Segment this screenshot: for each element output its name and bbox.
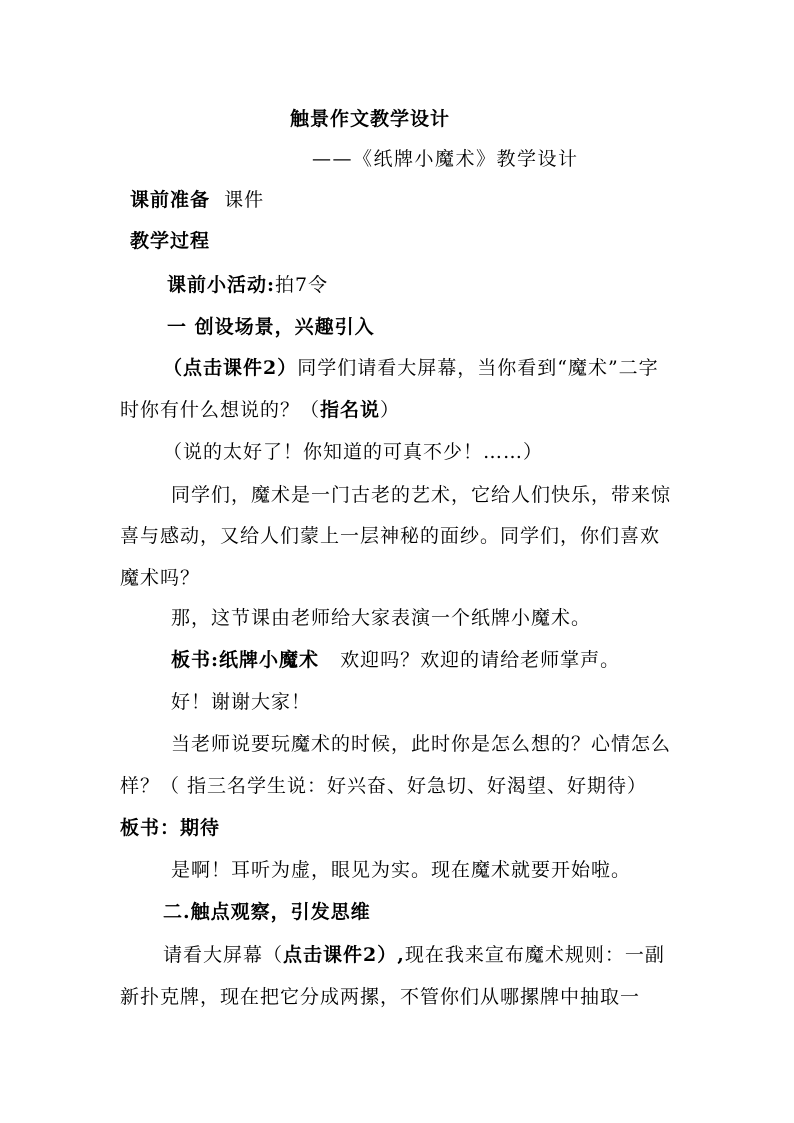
paragraph-8-text-1: 请看大屏幕（ xyxy=(163,944,284,966)
paragraph-3-line-3: 魔术吗？ xyxy=(120,567,201,589)
page-subtitle: ——《纸牌小魔术》教学设计 xyxy=(312,148,579,170)
paragraph-1-bold: （点击课件2） xyxy=(163,357,298,379)
paragraph-8-line-2: 新扑克牌，现在把它分成两摞，不管你们从哪摞牌中抽取一 xyxy=(120,986,641,1008)
paragraph-1-line-2 xyxy=(120,398,400,422)
paragraph-1-line-1 xyxy=(163,356,659,380)
paragraph-6-line-1: 当老师说要玩魔术的时候，此时你是怎么想的？心情怎么 xyxy=(171,733,672,755)
paragraph-6-line-2: 样？（ 指三名学生说：好兴奋、好急切、好渴望、好期待） xyxy=(120,775,648,797)
paragraph-8-bold: 点击课件2）, xyxy=(283,944,405,966)
page-title: 触景作文教学设计 xyxy=(290,108,451,130)
paragraph-3-line-2: 喜与感动，又给人们蒙上一层神秘的面纱。同学们，你们喜欢 xyxy=(120,525,661,547)
board-note-1-label: 板书:纸牌小魔术 xyxy=(171,649,320,671)
paragraph-2: （说的太好了！你知道的可真不少！……） xyxy=(163,441,544,463)
paragraph-8-text-2: 现在我来宣布魔术规则：一副 xyxy=(404,944,665,966)
process-heading: 教学过程 xyxy=(130,230,211,252)
paragraph-8-line-1 xyxy=(163,943,665,967)
warmup-label: 课前小活动: xyxy=(167,274,276,296)
paragraph-1-text: 同学们请看大屏幕，当你看到“魔术”二字 xyxy=(297,357,659,379)
prep-line xyxy=(130,188,264,212)
prep-label: 课前准备 xyxy=(130,189,211,211)
paragraph-1-line-2-end: ） xyxy=(380,399,401,421)
board-note-1-text: 欢迎吗？欢迎的请给老师掌声。 xyxy=(340,649,621,671)
paragraph-1-line-2-text: 时你有什么想说的？（ xyxy=(120,399,321,421)
board-note-2: 板书：期待 xyxy=(120,817,221,839)
paragraph-4: 那，这节课由老师给大家表演一个纸牌小魔术。 xyxy=(171,607,592,629)
prep-value: 课件 xyxy=(224,189,265,211)
board-note-1 xyxy=(171,648,620,672)
paragraph-7: 是啊！耳听为虚，眼见为实。现在魔术就要开始啦。 xyxy=(171,859,632,881)
section1-heading: 一 创设场景，兴趣引入 xyxy=(167,316,375,338)
warmup-value: 拍7令 xyxy=(275,274,329,296)
paragraph-1-line-2-bold: 指名说 xyxy=(320,399,381,421)
section2-heading: 二.触点观察，引发思维 xyxy=(163,901,371,923)
paragraph-3-line-1: 同学们，魔术是一门古老的艺术，它给人们快乐，带来惊 xyxy=(171,484,672,506)
paragraph-5: 好！谢谢大家！ xyxy=(171,691,312,713)
warmup-line xyxy=(167,273,328,297)
